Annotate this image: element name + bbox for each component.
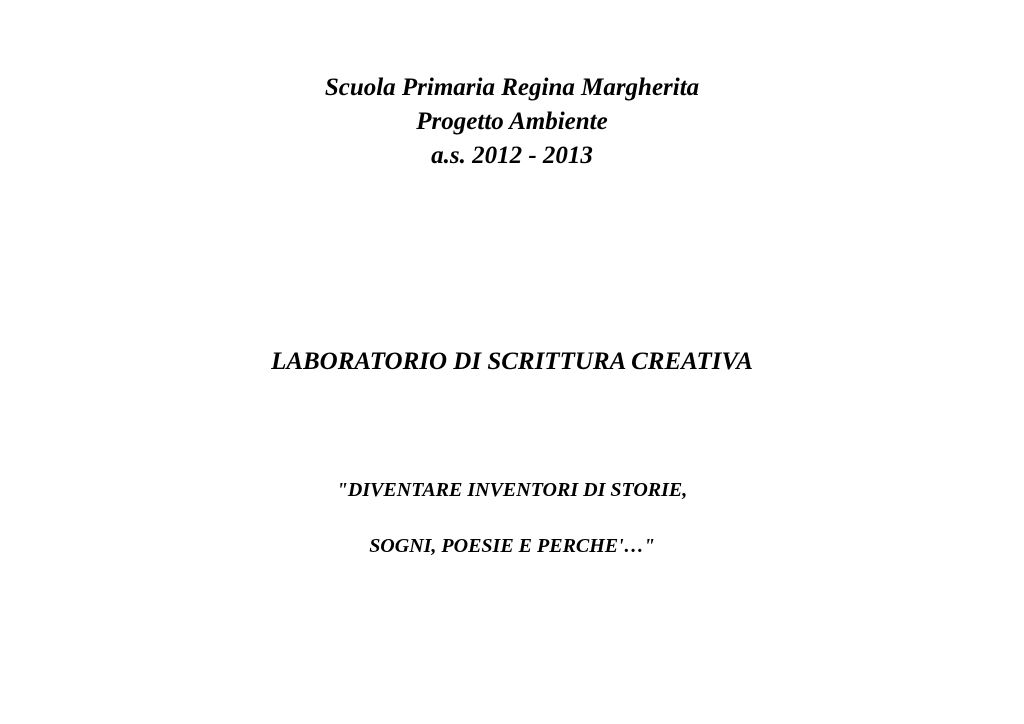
school-name: Scuola Primaria Regina Margherita	[324, 74, 700, 101]
lab-title: LABORATORIO DI SCRITTURA CREATIVA	[271, 348, 753, 375]
project-name: Progetto Ambiente	[416, 108, 608, 135]
subtitle-line: "DIVENTARE INVENTORI DI STORIE,	[336, 479, 688, 501]
school-year: a.s. 2012 - 2013	[431, 142, 593, 169]
subtitle-line: SOGNI, POESIE E PERCHE'…"	[369, 535, 655, 557]
